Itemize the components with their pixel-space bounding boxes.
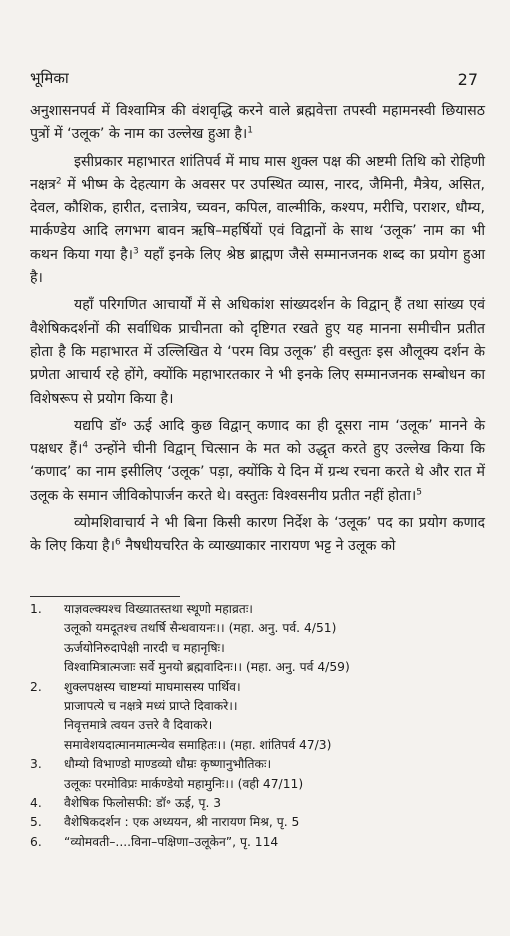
footnote-body	[64, 813, 490, 832]
footnote-5	[30, 813, 490, 832]
paragraph-text: में भीष्म के देहत्याग के अवसर पर उपस्थित व्यास, नारद, जैमिनी, मैत्रेय, असित, देवल, कौशिक, हारीत, दत्तात्रेय, च्यवन, कपिल, वाल्मीकि, कश्यप, मरीचि, पराशर, धौम्य, मार्कण्डेय आदि लगभग बावन ऋषि–महर्षियों एवं विद्वानों के साथ ‘उलूक’ नाम का भी कथन किया गया है।	[30, 176, 485, 263]
footnote-line: उलूकः परमोविप्रः मार्कण्डेयो महामुनिः।। (वही 47/11)	[64, 776, 304, 791]
footnote-line: वैशेषिकदर्शन : एक अध्ययन, श्री नारायण मिश्र, पृ. 5	[64, 815, 300, 830]
footnote-number: 2.	[30, 679, 42, 694]
footnote-body	[64, 600, 490, 678]
footnote-number: 6.	[30, 834, 42, 849]
footnote-body	[64, 794, 490, 813]
section-title: भूमिका	[30, 69, 69, 87]
footnote-4	[30, 794, 490, 813]
footnote-body	[64, 755, 490, 794]
footnote-line: वैशेषिक फिलोसफी: डॉ॰ ऊई, पृ. 3	[64, 796, 222, 811]
paragraph-text: नैषधीयचरित के व्याख्याकार नारायण भट्ट ने उलूक को	[120, 538, 396, 555]
paragraph-text: यद्यपि डॉ॰ ऊई आदि कुछ विद्वान् कणाद का ही दूसरा नाम ‘उलूक’ मानने के पक्षधर हैं।	[30, 417, 485, 458]
footnotes	[30, 600, 490, 852]
footnote-1	[30, 600, 490, 678]
paragraph-text: व्योमशिवाचार्य ने भी बिना किसी कारण निर्देश के ‘उलूक’ पद का प्रयोग कणाद के लिए किया है।	[30, 515, 485, 555]
paragraph-text: यहाँ परिगणित आचार्यों में से अधिकांश सांख्यदर्शन के विद्वान् हैं तथा सांख्य एवं वैशेषिकदर्शनों की सर्वाधिक प्राचीनता को दृष्टिगत रखते हुए यह मानना समीचीन प्रतीत होता है कि महाभारत में उल्लिखित ये ‘परम विप्र उलूक’ ही वस्तुतः इस औलूक्य दर्शन के प्रणेता आचार्य रहे होंगे, क्योंकि महाभारतकार ने भी इनके लिए सम्मानजनक सम्बोधन का विशेषरूप से प्रयोग किया है।	[30, 297, 485, 407]
paragraph-2	[30, 151, 485, 291]
footnote-3	[30, 755, 490, 794]
footnote-divider	[30, 596, 180, 597]
footnote-ref: 2	[55, 176, 62, 187]
paragraph-5	[30, 512, 485, 559]
paragraph-text: उन्होंने चीनी विद्वान् चित्सान के मत को उद्धृत करते हुए उल्लेख किया कि ‘कणाद’ का नाम इसीलिए ‘उलूक’ पड़ा, क्योंकि ये दिन में ग्रन्थ रचना करते थे और रात में उलूक के समान जीविकोपार्जन करते थे। वस्तुतः विश्वसनीय प्रतीत नहीं होता।	[30, 441, 486, 504]
paragraph-text: अनुशासनपर्व में विश्वामित्र की वंशवृद्धि करने वाले ब्रह्मवेत्ता तपस्वी महामनस्वी छियासठ पुत्रों में ‘उलूक’ के नाम का उल्लेख हुआ है।	[30, 103, 485, 143]
footnote-6	[30, 833, 490, 852]
footnote-line: समावेशयदात्मानमात्मन्येव समाहितः।। (महा. शांतिपर्व 47/3)	[64, 737, 332, 752]
footnote-number: 4.	[30, 796, 42, 811]
footnote-line: याज्ञवल्क्यश्च विख्यातस्तथा स्थूणो महाव्रतः।	[64, 602, 253, 616]
footnote-number: 3.	[30, 757, 42, 772]
body-text	[30, 100, 485, 563]
footnote-number: 1.	[30, 602, 42, 616]
footnote-body	[64, 833, 490, 852]
footnote-line: धौम्यो विभाण्डो माण्डव्यो धौम्रः कृष्णानुभौतिकः।	[64, 757, 272, 772]
running-head	[30, 68, 480, 92]
footnote-body	[64, 678, 490, 756]
footnote-line: प्राजापत्ये च नक्षत्रे मध्यं प्राप्ते दिवाकरे।।	[64, 699, 238, 714]
footnote-line: उलूको यमदूतश्च तथर्षि सैन्धवायनः।। (महा. अनु. पर्व. 4/51)	[64, 621, 337, 636]
page-number: 27	[457, 70, 478, 89]
footnote-ref: 4	[82, 440, 89, 451]
paragraph-1	[30, 100, 485, 147]
footnote-line: “व्योमवती–....विना–पक्षिणा–उलूकेन”, पृ. 114	[64, 834, 279, 849]
footnote-line: विश्वामित्रात्मजाः सर्वे मुनयो ब्रह्मवादिनः।। (महा. अनु. पर्व 4/59)	[64, 660, 350, 675]
footnote-number: 5.	[30, 815, 42, 830]
paragraph-4	[30, 415, 485, 508]
paragraph-text: इसीप्रकार महाभारत शांतिपर्व में माघ मास शुक्ल पक्ष की अष्टमी तिथि को रोहिणी नक्षत्र	[30, 153, 485, 193]
footnote-line: निवृत्तमात्रे त्वयन उत्तरे वै दिवाकरे।	[64, 718, 213, 733]
footnote-ref: 5	[416, 487, 422, 498]
paragraph-3	[30, 294, 485, 410]
footnote-ref: 3	[133, 246, 139, 257]
footnote-2	[30, 678, 490, 756]
paragraph-text: यहाँ इनके लिए श्रेष्ठ ब्राह्मण जैसे सम्मानजनक शब्द का प्रयोग हुआ है।	[30, 246, 485, 287]
footnote-line: ऊर्जयोनिरुदापेक्षी नारदी च महानृषिः।	[64, 640, 225, 655]
footnote-line: शुक्लपक्षस्य चाष्टम्यां माघमासस्य पार्थिव।	[64, 679, 241, 694]
footnote-ref: 1	[247, 125, 254, 136]
footnote-ref: 6	[114, 537, 121, 548]
